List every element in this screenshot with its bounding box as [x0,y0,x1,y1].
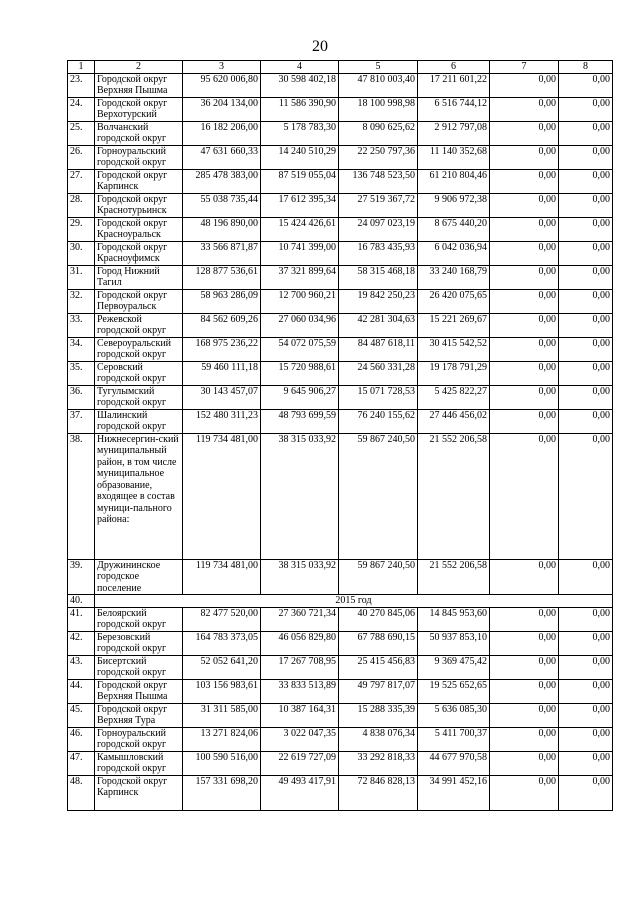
row-number-cell: 23. [68,73,95,97]
amount-cell-col6: 8 675 440,20 [418,217,490,241]
amount-cell-col7: 0,00 [490,775,559,810]
amount-cell-col7: 0,00 [490,655,559,679]
column-header: 3 [183,61,261,74]
table-row [68,409,613,433]
amount-cell-col5: 59 867 240,50 [339,559,418,595]
amount-cell-col5: 19 842 250,23 [339,289,418,313]
amount-cell-col3: 100 590 516,00 [183,751,261,775]
amount-cell-col3: 168 975 236,22 [183,337,261,361]
amount-cell-col3: 58 963 286,09 [183,289,261,313]
amount-cell-col3: 52 052 641,20 [183,655,261,679]
amount-cell-col6: 19 525 652,65 [418,679,490,703]
amount-cell-col6: 21 552 206,58 [418,433,490,559]
amount-cell-col4: 22 619 727,09 [261,751,339,775]
amount-cell-col8: 0,00 [559,775,613,810]
table-row [68,121,613,145]
amount-cell-col5: 136 748 523,50 [339,169,418,193]
amount-cell-col7: 0,00 [490,97,559,121]
amount-cell-col8: 0,00 [559,655,613,679]
row-number-cell: 45. [68,703,95,727]
amount-cell-col8: 0,00 [559,727,613,751]
amount-cell-col4: 17 267 708,95 [261,655,339,679]
amount-cell-col6: 11 140 352,68 [418,145,490,169]
amount-cell-col5: 76 240 155,62 [339,409,418,433]
amount-cell-col6: 6 516 744,12 [418,97,490,121]
amount-cell-col8: 0,00 [559,241,613,265]
municipality-name-cell: Городской округ Верхняя Пышма [95,679,183,703]
amount-cell-col5: 4 838 076,34 [339,727,418,751]
amount-cell-col5: 25 415 456,83 [339,655,418,679]
amount-cell-col4: 3 022 047,35 [261,727,339,751]
table-row [68,703,613,727]
amount-cell-col6: 6 042 036,94 [418,241,490,265]
municipality-name-cell: Горноуральский городской округ [95,727,183,751]
municipality-name-cell: Нижнесергин-ский муниципальный район, в том числе муниципальное образование, входящее в состав муници-пального района: [95,433,183,559]
amount-cell-col8: 0,00 [559,313,613,337]
amount-cell-col4: 12 700 960,21 [261,289,339,313]
amount-cell-col7: 0,00 [490,727,559,751]
amount-cell-col8: 0,00 [559,631,613,655]
amount-cell-col5: 24 560 331,28 [339,361,418,385]
table-row [68,433,613,559]
amount-cell-col6: 19 178 791,29 [418,361,490,385]
table-row [68,679,613,703]
row-number-cell: 30. [68,241,95,265]
row-number-cell: 24. [68,97,95,121]
amount-cell-col6: 14 845 953,60 [418,607,490,631]
amount-cell-col3: 164 783 373,05 [183,631,261,655]
table-row [68,337,613,361]
amount-cell-col4: 30 598 402,18 [261,73,339,97]
amount-cell-col5: 40 270 845,06 [339,607,418,631]
municipality-name-cell: Городской округ Верхняя Пышма [95,73,183,97]
row-number-cell: 42. [68,631,95,655]
amount-cell-col8: 0,00 [559,751,613,775]
row-number-cell: 39. [68,559,95,595]
municipality-name-cell: Волчанский городской округ [95,121,183,145]
amount-cell-col3: 47 631 660,33 [183,145,261,169]
amount-cell-col3: 95 620 006,80 [183,73,261,97]
table-row [68,631,613,655]
amount-cell-col5: 49 797 817,07 [339,679,418,703]
amount-cell-col7: 0,00 [490,607,559,631]
row-number-cell: 40. [68,595,95,608]
table-row [68,73,613,97]
amount-cell-col3: 48 196 890,00 [183,217,261,241]
municipality-name-cell: Камышловский городской округ [95,751,183,775]
amount-cell-col8: 0,00 [559,289,613,313]
amount-cell-col6: 30 415 542,52 [418,337,490,361]
row-number-cell: 43. [68,655,95,679]
table-row [68,655,613,679]
amount-cell-col6: 17 211 601,22 [418,73,490,97]
amount-cell-col6: 2 912 797,08 [418,121,490,145]
amount-cell-col7: 0,00 [490,193,559,217]
row-number-cell: 31. [68,265,95,289]
row-number-cell: 27. [68,169,95,193]
amount-cell-col4: 38 315 033,92 [261,559,339,595]
amount-cell-col7: 0,00 [490,385,559,409]
amount-cell-col5: 27 519 367,72 [339,193,418,217]
amount-cell-col5: 15 071 728,53 [339,385,418,409]
amount-cell-col7: 0,00 [490,409,559,433]
amount-cell-col3: 16 182 206,00 [183,121,261,145]
table-row [68,727,613,751]
amount-cell-col6: 5 425 822,27 [418,385,490,409]
table-row [68,595,613,608]
amount-cell-col5: 72 846 828,13 [339,775,418,810]
table-row [68,361,613,385]
amount-cell-col5: 16 783 435,93 [339,241,418,265]
amount-cell-col8: 0,00 [559,193,613,217]
table-row [68,385,613,409]
column-header: 8 [559,61,613,74]
amount-cell-col8: 0,00 [559,121,613,145]
amount-cell-col6: 27 446 456,02 [418,409,490,433]
amount-cell-col6: 21 552 206,58 [418,559,490,595]
amount-cell-col7: 0,00 [490,703,559,727]
table-row [68,169,613,193]
amount-cell-col8: 0,00 [559,169,613,193]
column-number-row [68,61,613,74]
amount-cell-col8: 0,00 [559,337,613,361]
municipality-name-cell: Дружининское городское поселение [95,559,183,595]
column-header: 7 [490,61,559,74]
amount-cell-col3: 55 038 735,44 [183,193,261,217]
amount-cell-col3: 13 271 824,06 [183,727,261,751]
year-section-cell: 2015 год [95,595,613,608]
row-number-cell: 33. [68,313,95,337]
column-header: 2 [95,61,183,74]
amount-cell-col7: 0,00 [490,169,559,193]
amount-cell-col7: 0,00 [490,751,559,775]
amount-cell-col5: 18 100 998,98 [339,97,418,121]
municipality-name-cell: Городской округ Верхотурский [95,97,183,121]
amount-cell-col7: 0,00 [490,631,559,655]
table-body [68,61,613,811]
row-number-cell: 28. [68,193,95,217]
amount-cell-col7: 0,00 [490,265,559,289]
amount-cell-col4: 49 493 417,91 [261,775,339,810]
municipality-name-cell: Серовский городской округ [95,361,183,385]
amount-cell-col7: 0,00 [490,433,559,559]
row-number-cell: 32. [68,289,95,313]
amount-cell-col3: 119 734 481,00 [183,433,261,559]
amount-cell-col5: 67 788 690,15 [339,631,418,655]
municipality-name-cell: Белоярский городской округ [95,607,183,631]
amount-cell-col6: 5 636 085,30 [418,703,490,727]
amount-cell-col5: 15 288 335,39 [339,703,418,727]
row-number-cell: 26. [68,145,95,169]
column-header: 6 [418,61,490,74]
amount-cell-col3: 82 477 520,00 [183,607,261,631]
amount-cell-col3: 285 478 383,00 [183,169,261,193]
amount-cell-col8: 0,00 [559,265,613,289]
data-table [67,60,613,811]
row-number-cell: 47. [68,751,95,775]
municipality-name-cell: Городской округ Карпинск [95,775,183,810]
amount-cell-col3: 157 331 698,20 [183,775,261,810]
amount-cell-col4: 11 586 390,90 [261,97,339,121]
amount-cell-col4: 37 321 899,64 [261,265,339,289]
municipality-name-cell: Бисертский городской округ [95,655,183,679]
row-number-cell: 35. [68,361,95,385]
amount-cell-col3: 59 460 111,18 [183,361,261,385]
municipality-name-cell: Тугулымский городской округ [95,385,183,409]
amount-cell-col8: 0,00 [559,679,613,703]
table-row [68,751,613,775]
amount-cell-col6: 9 369 475,42 [418,655,490,679]
amount-cell-col7: 0,00 [490,337,559,361]
row-number-cell: 37. [68,409,95,433]
amount-cell-col4: 15 720 988,61 [261,361,339,385]
municipality-name-cell: Городской округ Верхняя Тура [95,703,183,727]
amount-cell-col7: 0,00 [490,73,559,97]
amount-cell-col5: 58 315 468,18 [339,265,418,289]
amount-cell-col3: 119 734 481,00 [183,559,261,595]
amount-cell-col3: 84 562 609,26 [183,313,261,337]
amount-cell-col4: 87 519 055,04 [261,169,339,193]
amount-cell-col6: 26 420 075,65 [418,289,490,313]
column-header: 5 [339,61,418,74]
amount-cell-col4: 54 072 075,59 [261,337,339,361]
amount-cell-col3: 33 566 871,87 [183,241,261,265]
table-row [68,559,613,595]
row-number-cell: 36. [68,385,95,409]
municipality-name-cell: Город Нижний Тагил [95,265,183,289]
municipality-name-cell: Режевской городской округ [95,313,183,337]
row-number-cell: 46. [68,727,95,751]
amount-cell-col5: 22 250 797,36 [339,145,418,169]
amount-cell-col3: 31 311 585,00 [183,703,261,727]
amount-cell-col8: 0,00 [559,73,613,97]
amount-cell-col6: 34 991 452,16 [418,775,490,810]
amount-cell-col4: 48 793 699,59 [261,409,339,433]
amount-cell-col4: 10 387 164,31 [261,703,339,727]
table-row [68,313,613,337]
amount-cell-col3: 152 480 311,23 [183,409,261,433]
amount-cell-col8: 0,00 [559,703,613,727]
amount-cell-col8: 0,00 [559,97,613,121]
amount-cell-col7: 0,00 [490,145,559,169]
municipality-name-cell: Городской округ Краснотурьинск [95,193,183,217]
amount-cell-col8: 0,00 [559,217,613,241]
municipality-name-cell: Горноуральский городской округ [95,145,183,169]
table-row [68,217,613,241]
amount-cell-col4: 46 056 829,80 [261,631,339,655]
amount-cell-col6: 5 411 700,37 [418,727,490,751]
table-row [68,193,613,217]
amount-cell-col8: 0,00 [559,361,613,385]
amount-cell-col5: 59 867 240,50 [339,433,418,559]
amount-cell-col6: 15 221 269,67 [418,313,490,337]
row-number-cell: 25. [68,121,95,145]
amount-cell-col7: 0,00 [490,559,559,595]
row-number-cell: 48. [68,775,95,810]
amount-cell-col5: 47 810 003,40 [339,73,418,97]
amount-cell-col4: 14 240 510,29 [261,145,339,169]
table-row [68,289,613,313]
amount-cell-col6: 50 937 853,10 [418,631,490,655]
amount-cell-col3: 103 156 983,61 [183,679,261,703]
amount-cell-col6: 9 906 972,38 [418,193,490,217]
table-row [68,241,613,265]
amount-cell-col7: 0,00 [490,217,559,241]
amount-cell-col8: 0,00 [559,607,613,631]
amount-cell-col4: 27 360 721,34 [261,607,339,631]
amount-cell-col4: 38 315 033,92 [261,433,339,559]
amount-cell-col4: 5 178 783,30 [261,121,339,145]
page-number: 20 [312,38,328,55]
amount-cell-col7: 0,00 [490,679,559,703]
amount-cell-col4: 17 612 395,34 [261,193,339,217]
amount-cell-col4: 15 424 426,61 [261,217,339,241]
amount-cell-col3: 36 204 134,00 [183,97,261,121]
amount-cell-col4: 27 060 034,96 [261,313,339,337]
column-header: 1 [68,61,95,74]
municipality-name-cell: Березовский городской округ [95,631,183,655]
municipality-name-cell: Шалинский городской округ [95,409,183,433]
municipality-name-cell: Городской округ Красноуральск [95,217,183,241]
municipality-name-cell: Городской округ Карпинск [95,169,183,193]
amount-cell-col8: 0,00 [559,559,613,595]
municipality-name-cell: Североуральский городской округ [95,337,183,361]
amount-cell-col3: 30 143 457,07 [183,385,261,409]
amount-cell-col6: 44 677 970,58 [418,751,490,775]
amount-cell-col7: 0,00 [490,313,559,337]
amount-cell-col7: 0,00 [490,241,559,265]
row-number-cell: 44. [68,679,95,703]
amount-cell-col5: 33 292 818,33 [339,751,418,775]
amount-cell-col7: 0,00 [490,289,559,313]
row-number-cell: 38. [68,433,95,559]
amount-cell-col7: 0,00 [490,361,559,385]
amount-cell-col8: 0,00 [559,409,613,433]
table-row [68,775,613,810]
amount-cell-col8: 0,00 [559,433,613,559]
table-row [68,265,613,289]
row-number-cell: 29. [68,217,95,241]
table-row [68,97,613,121]
amount-cell-col4: 33 833 513,89 [261,679,339,703]
table-row [68,607,613,631]
municipality-name-cell: Городской округ Красноуфимск [95,241,183,265]
amount-cell-col8: 0,00 [559,385,613,409]
amount-cell-col5: 24 097 023,19 [339,217,418,241]
amount-cell-col8: 0,00 [559,145,613,169]
municipality-name-cell: Городской округ Первоуральск [95,289,183,313]
amount-cell-col3: 128 877 536,61 [183,265,261,289]
column-header: 4 [261,61,339,74]
amount-cell-col7: 0,00 [490,121,559,145]
amount-cell-col4: 9 645 906,27 [261,385,339,409]
amount-cell-col5: 42 281 304,63 [339,313,418,337]
row-number-cell: 41. [68,607,95,631]
amount-cell-col6: 61 210 804,46 [418,169,490,193]
amount-cell-col5: 84 487 618,11 [339,337,418,361]
amount-cell-col6: 33 240 168,79 [418,265,490,289]
table-row [68,145,613,169]
row-number-cell: 34. [68,337,95,361]
amount-cell-col4: 10 741 399,00 [261,241,339,265]
amount-cell-col5: 8 090 625,62 [339,121,418,145]
